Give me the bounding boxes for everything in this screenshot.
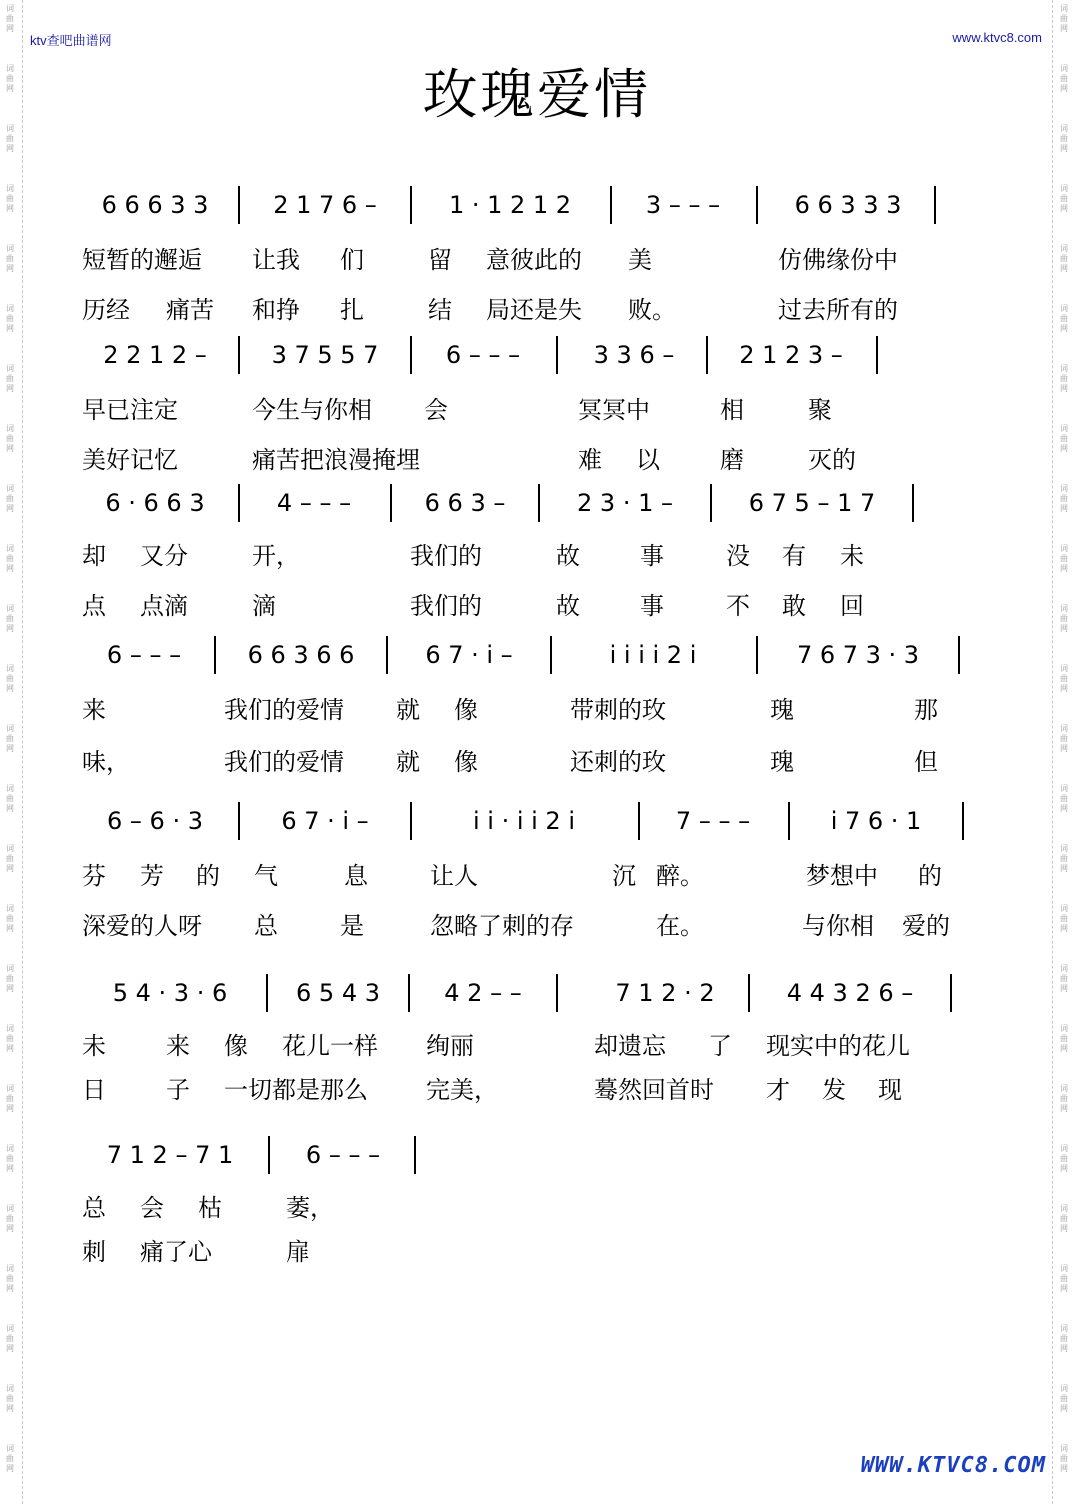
lyric-word: 气 (254, 862, 278, 890)
measure: i 7 6 · 1 (830, 807, 922, 835)
lyrics-verse-2 (0, 742, 1074, 776)
lyric-word: 与你相 (802, 912, 874, 940)
lyric-word: 那 (914, 696, 938, 724)
lyric-word: 像 (224, 1032, 248, 1060)
measure: i i · i i 2 i (472, 807, 575, 835)
lyric-word: 却 (82, 542, 106, 570)
measure: 4 4 3 2 6 – (786, 979, 914, 1007)
barline (266, 974, 268, 1012)
lyric-word: 爱的 (902, 912, 950, 940)
lyric-word: 在。 (656, 912, 704, 940)
lyric-word: 梦想中 (806, 862, 878, 890)
lyric-word: 事 (640, 542, 664, 570)
side-stamp: 词 曲 网 (6, 664, 14, 693)
barline (710, 484, 712, 522)
lyric-word: 以 (636, 446, 660, 474)
lyric-word: 完美， (426, 1076, 498, 1104)
lyric-word: 仿佛缘份中 (778, 246, 898, 274)
barline (638, 802, 640, 840)
lyric-word: 们 (340, 246, 364, 274)
barline (912, 484, 914, 522)
barline (410, 336, 412, 374)
lyric-word: 一切都是那么 (224, 1076, 368, 1104)
lyric-word: 会 (140, 1194, 164, 1222)
barline (962, 802, 964, 840)
lyric-word: 忽略了刺的存 (430, 912, 574, 940)
lyric-word: 短暂的邂逅 (82, 246, 202, 274)
barline (410, 186, 412, 224)
lyric-word: 局还是失 (486, 296, 582, 324)
lyric-word: 痛了心 (140, 1238, 212, 1266)
barline (934, 186, 936, 224)
side-stamp: 词 曲 网 (1060, 1444, 1068, 1473)
measure: 6 6 3 6 6 (247, 641, 355, 669)
measure: 4 – – – (276, 489, 352, 517)
lyric-word: 的 (918, 862, 942, 890)
side-stamp: 词 曲 网 (6, 1204, 14, 1233)
site-name: ktv查吧曲谱网 (30, 33, 112, 48)
lyric-word: 总 (254, 912, 278, 940)
lyric-word: 痛苦把浪漫掩埋 (252, 446, 420, 474)
lyric-word: 未 (82, 1032, 106, 1060)
side-stamp: 词 曲 网 (1060, 1384, 1068, 1413)
barline (876, 336, 878, 374)
side-stamp: 词 曲 网 (6, 364, 14, 393)
lyric-word: 日 (82, 1076, 106, 1104)
barline (390, 484, 392, 522)
lyric-word: 历经 (82, 296, 130, 324)
lyric-word: 芬 (82, 862, 106, 890)
lyric-word: 发 (822, 1076, 846, 1104)
lyric-word: 但 (914, 748, 938, 776)
lyric-word: 会 (424, 396, 448, 424)
lyrics-verse-2 (0, 906, 1074, 940)
lyric-word: 意彼此的 (486, 246, 582, 274)
lyric-word: 醉。 (656, 862, 704, 890)
lyric-word: 灭的 (808, 446, 856, 474)
lyric-word: 我们的 (410, 592, 482, 620)
measure: 6 5 4 3 (296, 979, 380, 1007)
lyric-word: 回 (840, 592, 864, 620)
lyric-word: 萎， (286, 1194, 334, 1222)
measure: 6 6 3 3 3 (794, 191, 902, 219)
barline (214, 636, 216, 674)
side-stamp: 词 曲 网 (1060, 544, 1068, 573)
lyric-word: 败。 (628, 296, 676, 324)
lyric-word: 沉 (612, 862, 636, 890)
side-stamp: 词 曲 网 (1060, 1144, 1068, 1173)
side-stamp: 词 曲 网 (6, 1264, 14, 1293)
lyric-word: 就 (396, 696, 420, 724)
barline (386, 636, 388, 674)
lyric-word: 刺 (82, 1238, 106, 1266)
lyric-word: 现 (878, 1076, 902, 1104)
footer-logo: WWW.KTVC8.COM (860, 1453, 1046, 1478)
lyrics-verse-1 (0, 856, 1074, 890)
lyric-word: 瑰 (770, 748, 794, 776)
side-stamp: 词 曲 网 (6, 1024, 14, 1053)
lyrics-verse-2 (0, 440, 1074, 474)
lyric-word: 聚 (808, 396, 832, 424)
barline (538, 484, 540, 522)
lyric-word: 息 (344, 862, 368, 890)
measure: 6 – – – (106, 641, 182, 669)
measure: 4 2 – – (444, 979, 522, 1007)
side-stamp: 词 曲 网 (6, 4, 14, 33)
lyric-word: 我们的 (410, 542, 482, 570)
measure: 3 7 5 5 7 (271, 341, 379, 369)
side-stamp: 词 曲 网 (6, 1384, 14, 1413)
lyric-word: 的 (196, 862, 220, 890)
lyric-word: 瑰 (770, 696, 794, 724)
barline (410, 802, 412, 840)
side-stamp: 词 曲 网 (1060, 184, 1068, 213)
side-stamp: 词 曲 网 (6, 184, 14, 213)
lyric-word: 像 (454, 696, 478, 724)
side-stamp: 词 曲 网 (1060, 424, 1068, 453)
site-url: www.ktvc8.com (952, 30, 1042, 45)
side-stamp: 词 曲 网 (1060, 484, 1068, 513)
lyric-word: 有 (782, 542, 806, 570)
lyric-word: 未 (840, 542, 864, 570)
lyric-word: 子 (166, 1076, 190, 1104)
measure: 1 · 1 2 1 2 (448, 191, 572, 219)
measure: 6 7 · i – (281, 807, 369, 835)
barline (550, 636, 552, 674)
measure: 2 3 · 1 – (577, 489, 673, 517)
lyrics-verse-1 (0, 1026, 1074, 1060)
measure: 2 2 1 2 – (103, 341, 207, 369)
side-stamp: 词 曲 网 (1060, 604, 1068, 633)
lyric-word: 磨 (720, 446, 744, 474)
measure: 2 1 7 6 – (273, 191, 377, 219)
barline (706, 336, 708, 374)
lyric-word: 今生与你相 (252, 396, 372, 424)
barline (610, 186, 612, 224)
side-stamp: 词 曲 网 (1060, 1024, 1068, 1053)
lyrics-verse-1 (0, 240, 1074, 274)
side-stamp: 词 曲 网 (1060, 64, 1068, 93)
lyric-word: 了 (708, 1032, 732, 1060)
lyric-word: 来 (166, 1032, 190, 1060)
barline (788, 802, 790, 840)
side-stamp: 词 曲 网 (6, 784, 14, 813)
lyric-word: 却遗忘 (594, 1032, 666, 1060)
lyric-word: 总 (82, 1194, 106, 1222)
lyrics-verse-2 (0, 290, 1074, 324)
lyric-word: 味， (82, 748, 130, 776)
lyrics-verse-1 (0, 690, 1074, 724)
barline (238, 802, 240, 840)
measure: 2 1 2 3 – (739, 341, 843, 369)
lyric-word: 冥冥中 (578, 396, 650, 424)
side-stamp: 词 曲 网 (6, 724, 14, 753)
side-stamp: 词 曲 网 (1060, 904, 1068, 933)
side-stamp: 词 曲 网 (1060, 844, 1068, 873)
side-stamp: 词 曲 网 (1060, 244, 1068, 273)
lyric-word: 早已注定 (82, 396, 178, 424)
lyric-word: 开， (252, 542, 300, 570)
side-stamp: 词 曲 网 (6, 604, 14, 633)
lyrics-verse-1 (0, 536, 1074, 570)
lyric-word: 过去所有的 (778, 296, 898, 324)
lyric-word: 绚丽 (426, 1032, 474, 1060)
side-stamp: 词 曲 网 (6, 64, 14, 93)
measure: 3 3 6 – (593, 341, 675, 369)
barline (414, 1136, 416, 1174)
lyric-word: 敢 (782, 592, 806, 620)
lyric-word: 像 (454, 748, 478, 776)
side-stamp: 词 曲 网 (1060, 4, 1068, 33)
barline (408, 974, 410, 1012)
barline (556, 336, 558, 374)
lyric-word: 痛苦 (166, 296, 214, 324)
lyric-word: 点滴 (140, 592, 188, 620)
measure: 5 4 · 3 · 6 (112, 979, 228, 1007)
measure: 7 1 2 – 7 1 (106, 1141, 234, 1169)
barline (268, 1136, 270, 1174)
side-stamp: 词 曲 网 (6, 304, 14, 333)
lyric-word: 我们的爱情 (224, 748, 344, 776)
barline (238, 186, 240, 224)
barline (756, 186, 758, 224)
measure: 6 6 6 3 3 (101, 191, 209, 219)
lyric-word: 蓦然回首时 (594, 1076, 714, 1104)
barline (238, 484, 240, 522)
side-stamp: 词 曲 网 (6, 1144, 14, 1173)
measure: 7 6 7 3 · 3 (796, 641, 920, 669)
barline (748, 974, 750, 1012)
side-stamp: 词 曲 网 (6, 964, 14, 993)
side-stamp: 词 曲 网 (1060, 784, 1068, 813)
barline (238, 336, 240, 374)
side-stamp: 词 曲 网 (6, 484, 14, 513)
side-stamp: 词 曲 网 (6, 244, 14, 273)
measure: 7 1 2 · 2 (615, 979, 715, 1007)
side-stamp: 词 曲 网 (1060, 1264, 1068, 1293)
lyric-word: 结 (428, 296, 452, 324)
side-stamp: 词 曲 网 (1060, 1204, 1068, 1233)
lyric-word: 来 (82, 696, 106, 724)
barline (556, 974, 558, 1012)
lyric-word: 没 (726, 542, 750, 570)
lyric-word: 花儿一样 (282, 1032, 378, 1060)
lyric-word: 美好记忆 (82, 446, 178, 474)
song-title: 玫瑰爱情 (423, 63, 651, 126)
lyric-word: 现实中的花儿 (766, 1032, 910, 1060)
barline (756, 636, 758, 674)
measure: 6 – – – (445, 341, 521, 369)
lyric-word: 留 (428, 246, 452, 274)
lyric-word: 让人 (430, 862, 478, 890)
side-stamp: 词 曲 网 (6, 544, 14, 573)
side-stamp: 词 曲 网 (6, 1324, 14, 1353)
side-stamp: 词 曲 网 (1060, 724, 1068, 753)
lyric-word: 就 (396, 748, 420, 776)
side-stamp: 词 曲 网 (6, 844, 14, 873)
side-stamp: 词 曲 网 (1060, 304, 1068, 333)
measure: 3 – – – (645, 191, 721, 219)
lyric-word: 我们的爱情 (224, 696, 344, 724)
lyric-word: 和挣 (252, 296, 300, 324)
lyrics-verse-2 (0, 1232, 1074, 1266)
side-stamp: 词 曲 网 (6, 1084, 14, 1113)
lyric-word: 深爱的人呀 (82, 912, 202, 940)
side-stamp: 词 曲 网 (1060, 1084, 1068, 1113)
lyric-word: 芳 (140, 862, 164, 890)
lyric-word: 事 (640, 592, 664, 620)
side-stamp: 词 曲 网 (1060, 664, 1068, 693)
measure: 6 6 3 – (424, 489, 506, 517)
barline (958, 636, 960, 674)
lyric-word: 带刺的玫 (570, 696, 666, 724)
lyric-word: 故 (556, 542, 580, 570)
measure: 6 7 5 – 1 7 (748, 489, 876, 517)
side-stamp: 词 曲 网 (6, 124, 14, 153)
lyrics-verse-2 (0, 1070, 1074, 1104)
side-stamp: 词 曲 网 (1060, 964, 1068, 993)
lyric-word: 扎 (340, 296, 364, 324)
side-stamp: 词 曲 网 (6, 1444, 14, 1473)
lyric-word: 扉 (286, 1238, 310, 1266)
lyric-word: 又分 (140, 542, 188, 570)
measure: 7 – – – (675, 807, 751, 835)
measure: 6 – – – (305, 1141, 381, 1169)
measure: 6 7 · i – (425, 641, 513, 669)
lyric-word: 不 (726, 592, 750, 620)
lyric-word: 才 (766, 1076, 790, 1104)
side-stamp: 词 曲 网 (1060, 1324, 1068, 1353)
lyric-word: 美 (628, 246, 652, 274)
measure: i i i i 2 i (609, 641, 697, 669)
lyric-word: 故 (556, 592, 580, 620)
side-stamp: 词 曲 网 (1060, 124, 1068, 153)
lyric-word: 还刺的玫 (570, 748, 666, 776)
lyric-word: 难 (578, 446, 602, 474)
measure: 6 – 6 · 3 (107, 807, 203, 835)
side-stamp: 词 曲 网 (1060, 364, 1068, 393)
lyric-word: 滴 (252, 592, 276, 620)
lyric-word: 让我 (252, 246, 300, 274)
lyrics-verse-1 (0, 390, 1074, 424)
lyric-word: 枯 (198, 1194, 222, 1222)
barline (950, 974, 952, 1012)
lyric-word: 相 (720, 396, 744, 424)
side-stamp: 词 曲 网 (6, 424, 14, 453)
lyric-word: 是 (340, 912, 364, 940)
lyric-word: 点 (82, 592, 106, 620)
measure: 6 · 6 6 3 (105, 489, 205, 517)
side-stamp: 词 曲 网 (6, 904, 14, 933)
